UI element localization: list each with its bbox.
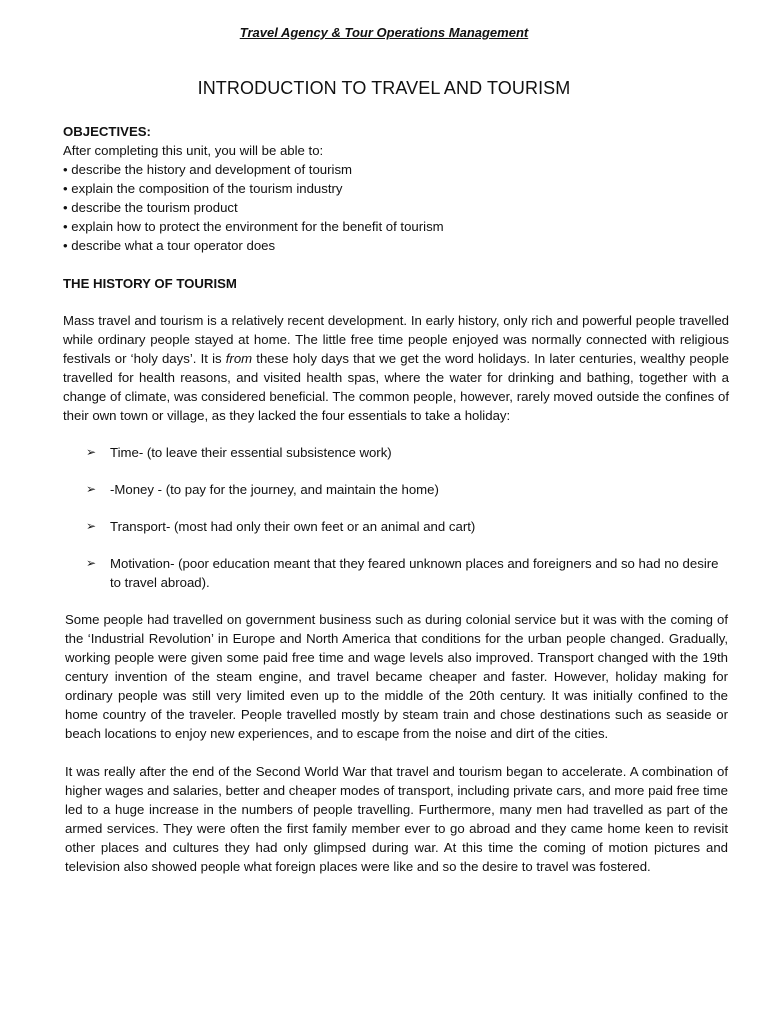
essentials-list <box>86 443 728 610</box>
objectives-list <box>63 160 729 255</box>
arrow-bullet-icon: ➢ <box>86 556 97 570</box>
objective-item: • explain the composition of the tourism industry <box>63 181 343 196</box>
essential-item <box>86 554 728 592</box>
arrow-bullet-icon: ➢ <box>86 482 97 496</box>
essential-text: -Money - (to pay for the journey, and maintain the home) <box>110 482 439 497</box>
objectives-intro: After completing this unit, you will be able to: <box>63 143 324 158</box>
page-title: INTRODUCTION TO TRAVEL AND TOURISM <box>197 78 571 98</box>
arrow-bullet-icon: ➢ <box>86 519 97 533</box>
emphasized-word: from <box>225 351 253 366</box>
paragraph-text: Mass travel and tourism is a relatively recent development. In early history, only rich and powerful people travelled while ordinary people stayed at home. The little free time people enjoyed was normally connected with religious festivals or ‘holy days’. It is <box>63 313 729 366</box>
essential-item <box>86 480 728 499</box>
paragraph-text: these holy days that we get the word holidays. In later centuries, wealthy people travelled for health reasons, and visited health spas, where the water for drinking and bathing, together with a change of climate, was considered beneficial. The common people, however, rarely moved outside the confines of their own town or village, as they lacked the four essentials to take a holiday: <box>63 351 729 423</box>
objectives-heading: OBJECTIVES: <box>63 124 151 139</box>
essential-text: Time- (to leave their essential subsistence work) <box>110 445 392 460</box>
history-paragraph-1 <box>63 311 729 425</box>
essential-text: Transport- (most had only their own feet or an animal and cart) <box>110 519 476 534</box>
section-heading-history: THE HISTORY OF TOURISM <box>63 276 237 291</box>
essential-item <box>86 443 728 462</box>
arrow-bullet-icon: ➢ <box>86 445 97 459</box>
objective-item: • describe what a tour operator does <box>63 238 276 253</box>
objective-item: • describe the tourism product <box>63 200 238 215</box>
running-header: Travel Agency & Tour Operations Management <box>239 25 529 40</box>
essential-text: Motivation- (poor education meant that they feared unknown places and foreigners and so had no desire to travel abroad). <box>110 556 719 590</box>
objective-item: • explain how to protect the environment for the benefit of tourism <box>63 219 444 234</box>
essential-item <box>86 517 728 536</box>
history-paragraph-2: Some people had travelled on government business such as during colonial service but it was with the coming of the ‘Industrial Revolution’ in Europe and North America that conditions for the urban people changed. Gradually, working people were given some paid free time and wage levels also improved. Transport changed with the 19th century invention of the steam engine, and travel became cheaper and faster. However, holiday making for ordinary people was still very limited even up to the middle of the 20th century. It was initially confined to the home country of the traveler. People travelled mostly by steam train and chose destinations such as seaside or beach locations to enjoy new experiences, and to escape from the noise and dirt of the cities. <box>65 612 728 741</box>
history-paragraph-3: It was really after the end of the Second World War that travel and tourism began to accelerate. A combination of higher wages and salaries, better and cheaper modes of transport, including private cars, and more paid free time led to a huge increase in the numbers of people travelling. Furthermore, many men had travelled as part of the armed services. They were often the first family member ever to go abroad and they came home keen to revisit other places and cultures they had only glimpsed during war. At this time the coming of motion pictures and television also showed people what foreign places were like and so the desire to travel was fostered. <box>65 764 728 874</box>
objective-item: • describe the history and development of tourism <box>63 162 353 177</box>
